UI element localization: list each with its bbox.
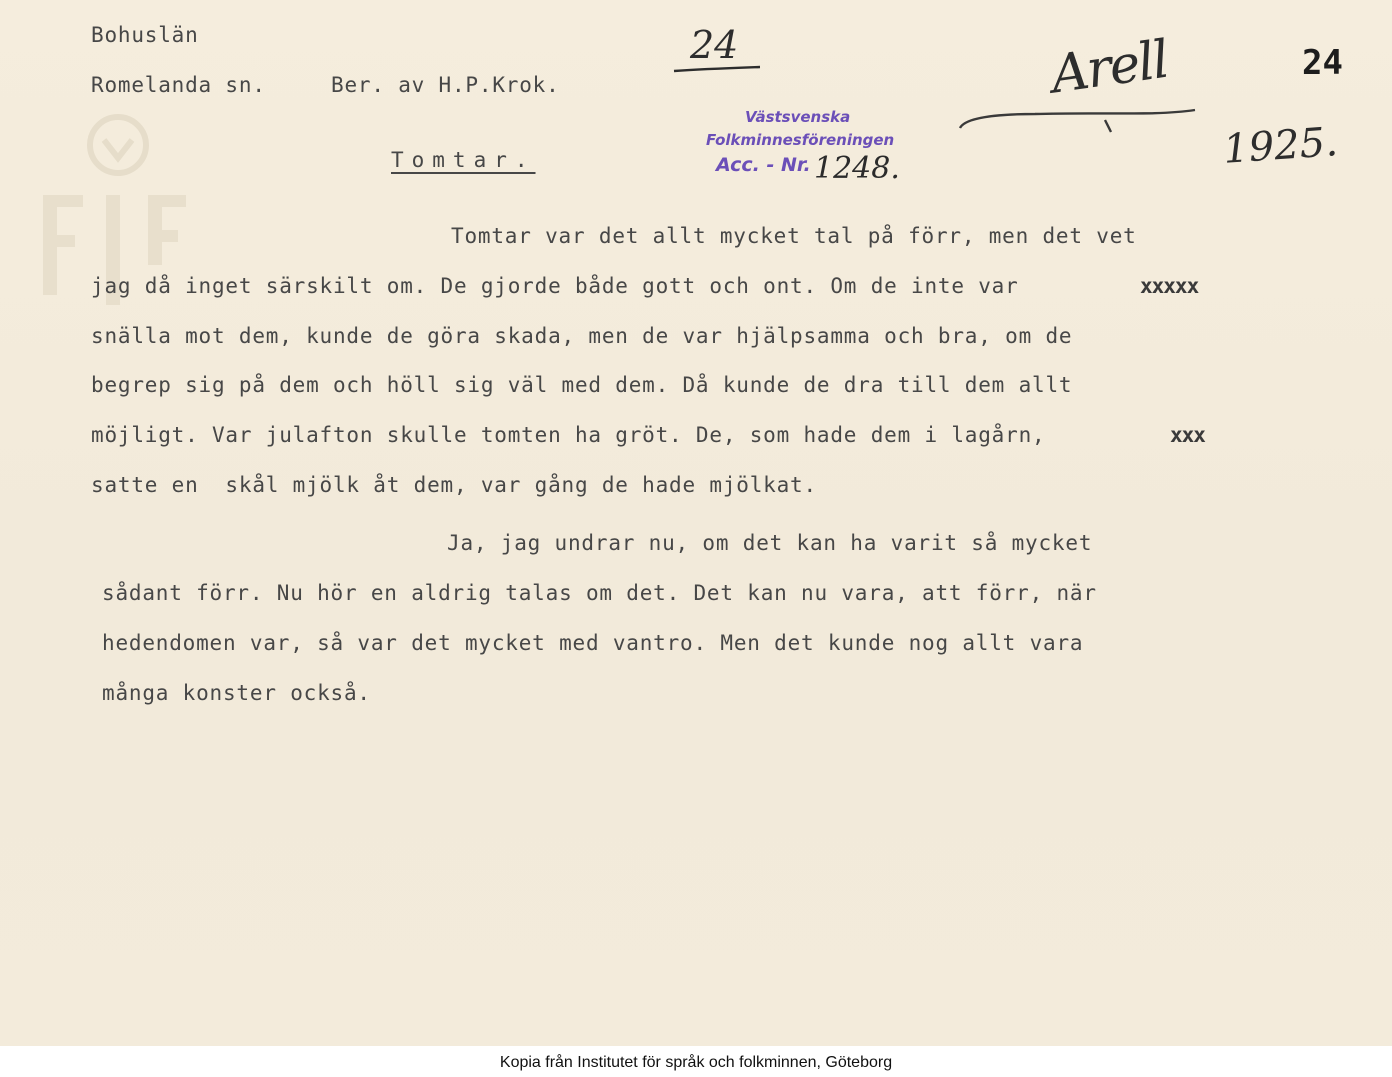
body-line: begrep sig på dem och höll sig väl med dem. Då kunde de dra till dem allt	[91, 373, 1073, 397]
body-line: satte en skål mjölk åt dem, var gång de hade mjölkat.	[91, 473, 817, 497]
body-line: många konster också.	[102, 681, 371, 705]
reporter-label: Ber. av H.P.Krok.	[331, 73, 560, 97]
page-number: 24	[1302, 43, 1343, 83]
handwritten-number: 24	[690, 23, 739, 67]
body-line: Ja, jag undrar nu, om det kan ha varit så mycket	[447, 531, 1093, 555]
stamp-line-2: Folkminnesföreningen	[706, 131, 895, 149]
struck-text: xxxxx	[1140, 274, 1199, 298]
struck-text: xxx	[1170, 423, 1205, 447]
document-title: Tomtar.	[391, 148, 536, 172]
stamp-line-3: Acc. - Nr.	[716, 154, 811, 176]
year-handwritten: 1925.	[1221, 119, 1340, 173]
signature: Arell	[1047, 29, 1172, 106]
body-line: Tomtar var det allt mycket tal på förr, men det vet	[451, 224, 1137, 248]
body-line: hedendomen var, så var det mycket med vantro. Men det kunde nog allt vara	[102, 631, 1084, 655]
stamp-acc-number: 1248.	[814, 151, 900, 186]
body-line: snälla mot dem, kunde de göra skada, men de var hjälpsamma och bra, om de	[91, 324, 1073, 348]
body-line: jag då inget särskilt om. De gjorde både gott och ont. Om de inte var	[91, 274, 1019, 298]
body-line: möjligt. Var julafton skulle tomten ha gröt. De, som hade dem i lagårn,	[91, 423, 1046, 447]
parish-label: Romelanda sn.	[91, 73, 266, 97]
stamp-line-1: Västsvenska	[745, 108, 851, 126]
province-label: Bohuslän	[91, 23, 199, 47]
handwritten-underline	[672, 62, 764, 76]
copy-notice: Kopia från Institutet för språk och folkminnen, Göteborg	[499, 1054, 893, 1071]
body-line: sådant förr. Nu hör en aldrig talas om det. Det kan nu vara, att förr, när	[102, 581, 1097, 605]
signature-flourish	[955, 90, 1215, 150]
